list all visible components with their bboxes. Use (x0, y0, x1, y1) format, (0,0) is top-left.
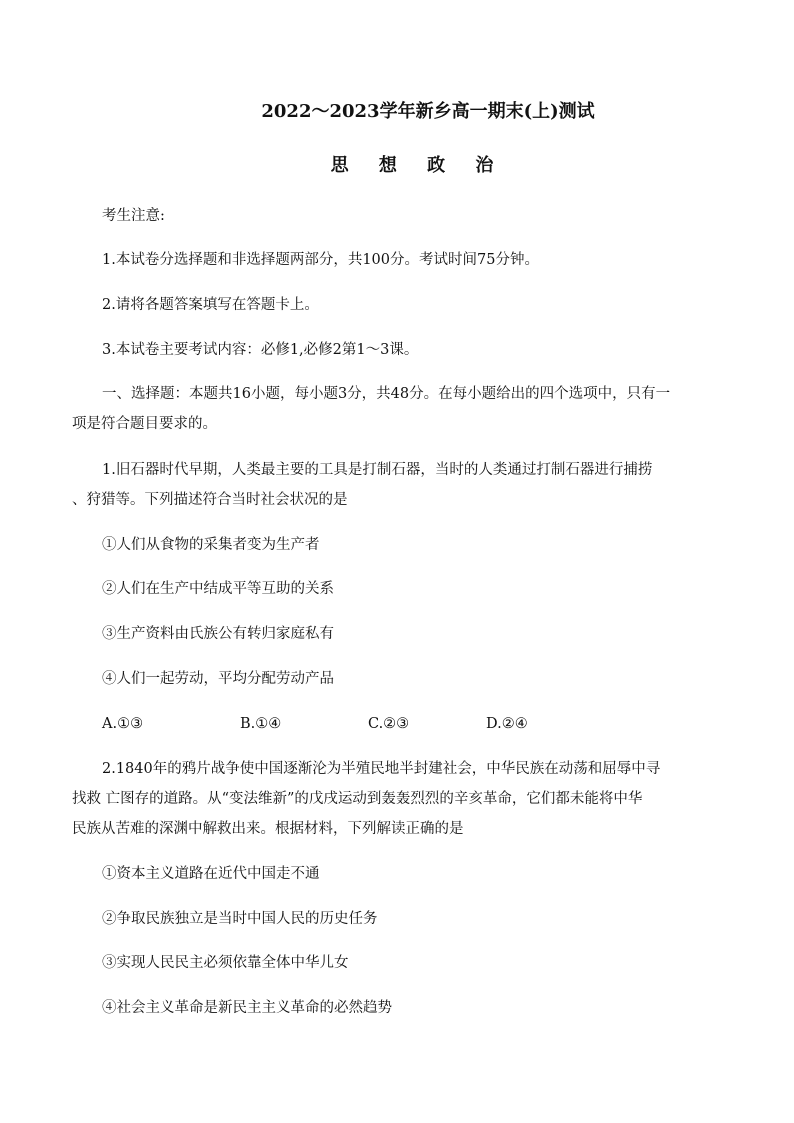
choice-b: B.①④ (240, 716, 282, 732)
subject-title: 思 想 政 治 (330, 155, 506, 176)
question-2-option-1: ①资本主义道路在近代中国走不通 (102, 866, 320, 882)
question-1-option-4: ④人们一起劳动，平均分配劳动产品 (102, 671, 334, 687)
question-2-option-2: ②争取民族独立是当时中国人民的历史任务 (102, 911, 378, 927)
notice-heading: 考生注意: (102, 208, 165, 224)
notice-item-2: 2.请将各题答案填写在答题卡上。 (102, 297, 319, 313)
notice-item-1: 1.本试卷分选择题和非选择题两部分，共100分。考试时间75分钟。 (102, 252, 539, 268)
question-1-stem-line-1: 1.旧石器时代早期，人类最主要的工具是打制石器，当时的人类通过打制石器进行捕捞 (102, 462, 653, 478)
question-1-choices (102, 714, 662, 734)
choice-a: A.①③ (102, 716, 144, 732)
exam-title: 2022～2023学年新乡高一期末(上)测试 (261, 101, 595, 122)
question-1-option-2: ②人们在生产中结成平等互助的关系 (102, 581, 334, 597)
question-2-stem-line-3: 民族从苦难的深渊中解救出来。根据材料，下列解读正确的是 (72, 821, 464, 837)
question-2-stem-line-2: 找救 亡图存的道路。从“变法维新”的戊戌运动到轰轰烈烈的辛亥革命，它们都未能将中华 (72, 791, 643, 807)
question-1-stem-line-2: 、狩猎等。下列描述符合当时社会状况的是 (72, 492, 348, 508)
choice-c: C.②③ (368, 716, 410, 732)
section-intro-line-2: 项是符合题目要求的。 (72, 416, 217, 432)
notice-item-3: 3.本试卷主要考试内容：必修1,必修2第1～3课。 (102, 342, 419, 358)
question-1-option-1: ①人们从食物的采集者变为生产者 (102, 537, 320, 553)
question-2-option-3: ③实现人民民主必须依靠全体中华儿女 (102, 955, 349, 971)
section-intro-line-1: 一、选择题：本题共16小题，每小题3分，共48分。在每小题给出的四个选项中，只有一 (102, 386, 671, 402)
choice-d: D.②④ (486, 716, 528, 732)
question-2-option-4: ④社会主义革命是新民主主义革命的必然趋势 (102, 1000, 392, 1016)
question-2-stem-line-1: 2.1840年的鸦片战争使中国逐渐沦为半殖民地半封建社会，中华民族在动荡和屈辱中寻 (102, 761, 661, 777)
question-1-option-3: ③生产资料由氏族公有转归家庭私有 (102, 626, 334, 642)
